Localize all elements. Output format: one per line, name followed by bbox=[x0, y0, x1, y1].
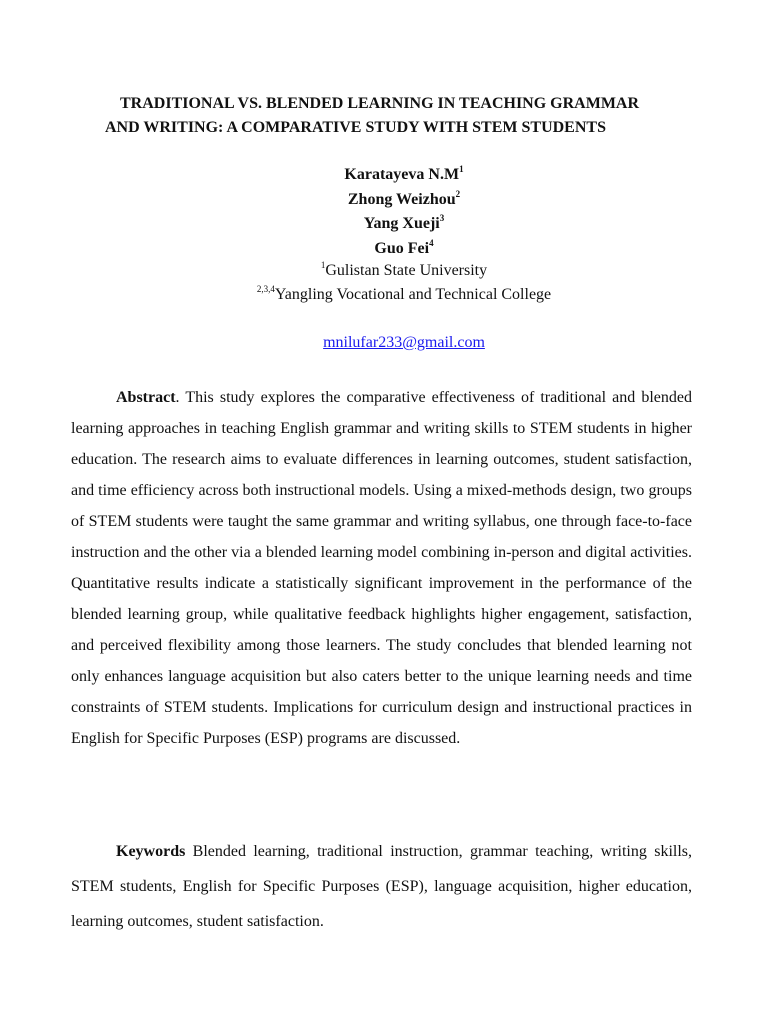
author-2 bbox=[20, 188, 768, 213]
affiliation-2 bbox=[20, 283, 768, 307]
abstract-text: . This study explores the comparative effectiveness of traditional and blended learning approaches in teaching English grammar and writing skills to STEM students in higher education. The research aims to evaluate differences in learning outcomes, student satisfaction, and time efficiency across both instructional models. Using a mixed-methods design, two groups of STEM students were taught the same grammar and writing syllabus, one through face-to-face instruction and the other via a blended learning model combining in-person and digital activities. Quantitative results indicate a statistically significant improvement in the performance of the blended learning group, while qualitative feedback highlights higher engagement, satisfaction, and perceived flexibility among those learners. The study concludes that blended learning not only enhances language acquisition but also caters better to the unique learning needs and time constraints of STEM students. Implications for curriculum design and instructional practices in English for Specific Purposes (ESP) programs are discussed. bbox=[71, 389, 692, 747]
author-name: Guo Fei bbox=[374, 239, 430, 257]
author-3 bbox=[20, 212, 768, 237]
affiliation-1 bbox=[20, 259, 768, 283]
author-name: Yang Xueji bbox=[363, 215, 440, 232]
email-link[interactable]: mnilufar233@gmail.com bbox=[323, 334, 485, 351]
keywords-paragraph bbox=[71, 834, 692, 939]
author-4 bbox=[20, 237, 768, 262]
contact-email bbox=[20, 331, 768, 355]
author-name: Karatayeva N.M bbox=[344, 166, 460, 183]
affiliation-name: Yangling Vocational and Technical College bbox=[274, 286, 552, 303]
author-affil-mark: 3 bbox=[439, 213, 445, 223]
author-list bbox=[0, 163, 768, 261]
author-affil-mark: 4 bbox=[429, 237, 434, 248]
author-name: Zhong Weizhou bbox=[347, 190, 456, 208]
paper-title bbox=[60, 92, 720, 140]
author-affil-mark: 2 bbox=[455, 188, 461, 199]
title-line-2: AND WRITING: A COMPARATIVE STUDY WITH STEM STUDENTS bbox=[105, 119, 606, 136]
author-affil-mark: 1 bbox=[459, 164, 464, 174]
title-line-1: TRADITIONAL VS. BLENDED LEARNING IN TEACHING GRAMMAR bbox=[120, 95, 640, 112]
author-1 bbox=[20, 163, 768, 188]
abstract-paragraph bbox=[71, 382, 692, 754]
keywords-text: Blended learning, traditional instruction, grammar teaching, writing skills, STEM students, English for Specific Purposes (ESP), language acquisition, higher education, learning outcomes, student satisfaction. bbox=[71, 843, 692, 930]
keywords-label: Keywords bbox=[116, 843, 186, 860]
affiliation-name: Gulistan State University bbox=[325, 262, 488, 279]
abstract-label: Abstract bbox=[116, 389, 176, 406]
affiliation-mark: 2,3,4 bbox=[256, 284, 275, 294]
affiliation-mark: 1 bbox=[320, 260, 326, 270]
